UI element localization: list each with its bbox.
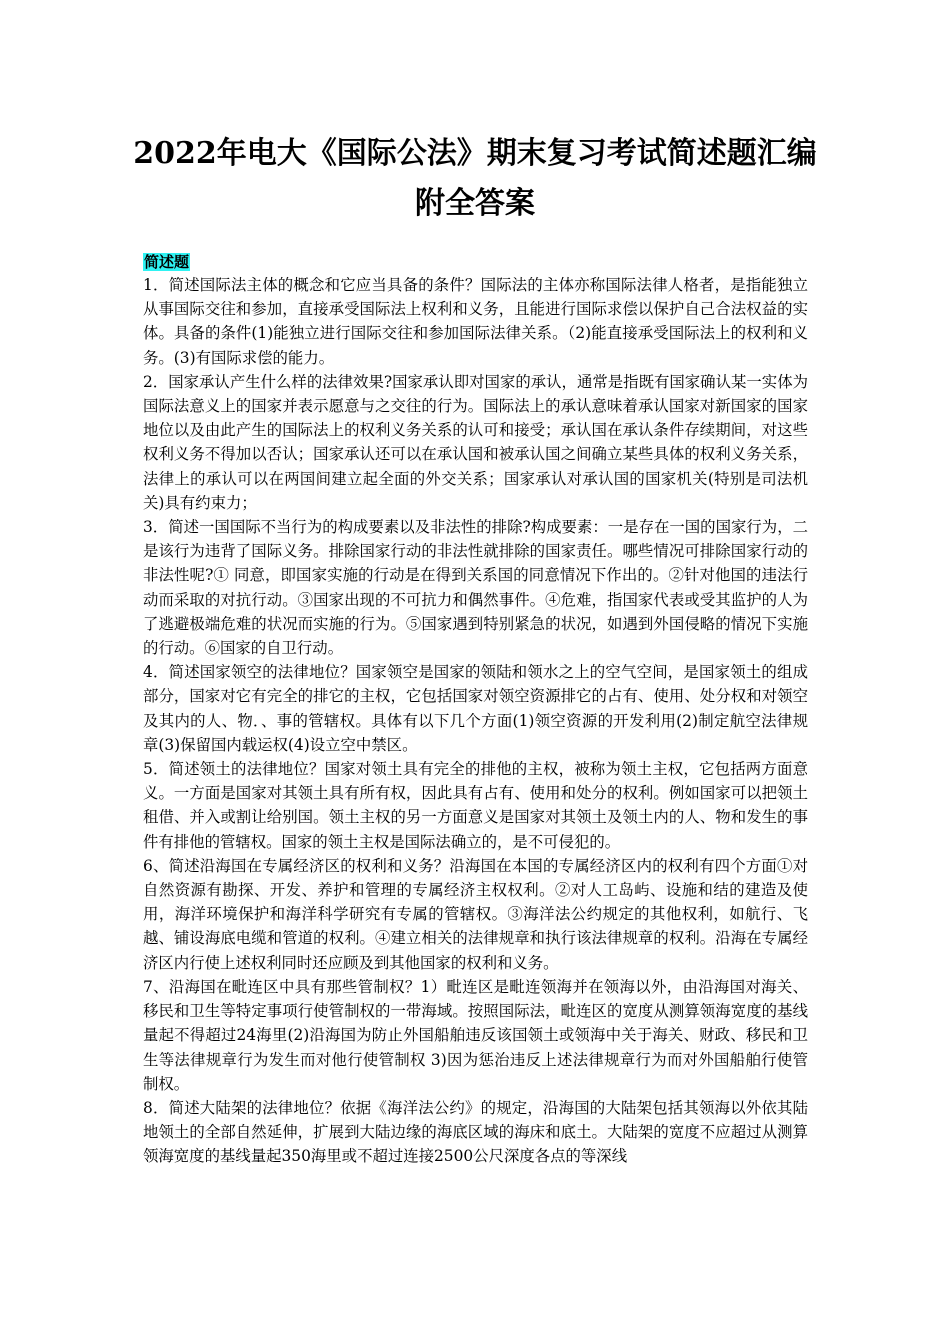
document-title-line-1: 2022年电大《国际公法》期末复习考试简述题汇编 [133,136,817,171]
document-title-line-2: 附全答案 [415,186,535,221]
section-heading-wrap [143,251,808,273]
answer-paragraph-4: 4．简述国家领空的法律地位？国家领空是国家的领陆和领水之上的空气空间，是国家领土的组成部分，国家对它有完全的排它的主权，它包括国家对领空资源排它的占有、使用、处分权和对领空及其内的人、物．、事的管辖权。具体有以下几个方面(1)领空资源的开发利用(2)制定航空法律规章(3)保留国内载运权(4)设立空中禁区。 [143,663,808,754]
answer-paragraph-3: 3．简述一国国际不当行为的构成要素以及非法性的排除?构成要素：一是存在一国的国家行为，二是该行为违背了国际义务。排除国家行动的非法性就排除的国家责任。哪些情况可排除国家行动的非法性呢?① 同意，即国家实施的行动是在得到关系国的同意情况下作出的。②针对他国的违法行动而采取的对抗行动。③国家出现的不可抗力和偶然事件。④危难，指国家代表或受其监护的人为了逃避极端危难的状况而实施的行为。⑤国家遇到特别紧急的状况，如遇到外国侵略的情况下实施的行动。⑥国家的自卫行动。 [143,518,808,658]
answer-paragraph-8: 8．简述大陆架的法律地位？依据《海洋法公约》的规定，沿海国的大陆架包括其领海以外依其陆地领土的全部自然延伸，扩展到大陆边缘的海底区域的海床和底土。大陆架的宽度不应超过从测算领海宽度的基线量起350海里或不超过连接2500公尺深度各点的等深线 [143,1098,808,1166]
section-label: 简述题 [144,253,190,271]
answer-paragraph-6: 6、简述沿海国在专属经济区的权利和义务？沿海国在本国的专属经济区内的权利有四个方面①对自然资源有勘探、开发、养护和管理的专属经济主权权利。②对人工岛屿、设施和结的建造及使用，海洋环境保护和海洋科学研究有专属的管辖权。③海洋法公约规定的其他权利，如航行、飞越、铺设海底电缆和管道的权利。④建立相关的法律规章和执行该法律规章的权利。沿海在专属经济区内行使上述权利同时还应顾及到其他国家的权利和义务。 [143,856,808,972]
answer-paragraph-5: 5．简述领土的法律地位？国家对领土具有完全的排他的主权，被称为领土主权，它包括两方面意义。一方面是国家对其领土具有所有权，因此具有占有、使用和处分的权利。例如国家可以把领土租借、并入或割让给别国。领土主权的另一方面意义是国家对其领土及领土内的人、物和发生的事件有排他的管辖权。国家的领土主权是国际法确立的，是不可侵犯的。 [143,760,808,851]
document-body [143,251,808,1169]
answer-paragraph-2: 2．国家承认产生什么样的法律效果?国家承认即对国家的承认，通常是指既有国家确认某一实体为国际法意义上的国家并表示愿意与之交往的行为。国际法上的承认意味着承认国家对新国家的国家地位以及由此产生的国际法上的权利义务关系的认可和接受；承认国在承认条件存续期间，对这些权利义务不得加以否认；国家承认还可以在承认国和被承认国之间确立某些具体的权利义务关系，法律上的承认可以在两国间建立起全面的外交关系；国家承认对承认国的国家机关(特别是司法机关)具有约束力； [143,372,808,512]
answer-paragraph-1: 1．简述国际法主体的概念和它应当具备的条件？国际法的主体亦称国际法律人格者，是指能独立从事国际交往和参加，直接承受国际法上权利和义务，且能进行国际求偿以保护自己合法权益的实体。具备的条件(1)能独立进行国际交往和参加国际法律关系。（2)能直接承受国际法上的权利和义务。(3)有国际求偿的能力。 [143,276,808,367]
answer-paragraph-7: 7、沿海国在毗连区中具有那些管制权？1）毗连区是毗连领海并在领海以外，由沿海国对海关、移民和卫生等特定事项行使管制权的一带海域。按照国际法，毗连区的宽度从测算领海宽度的基线量起不得超过24海里(2)沿海国为防止外国船舶违反该国领土或领海中关于海关、财政、移民和卫生等法律规章行为发生而对他行使管制权 3)因为惩治违反上述法律规章行为而对外国船舶行使管制权。 [143,977,808,1093]
